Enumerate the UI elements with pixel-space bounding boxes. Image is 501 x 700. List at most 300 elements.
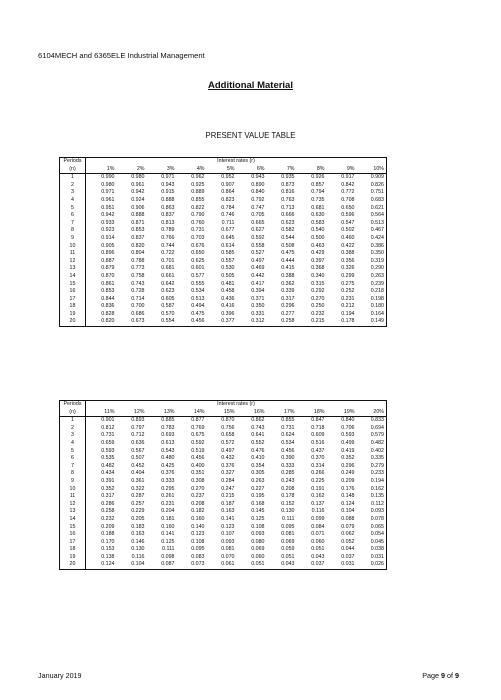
pv-factor-cell: 0.601: [191, 265, 205, 272]
pv-factor-cell: 0.676: [191, 242, 205, 249]
pv-factor-cell: 0.572: [221, 439, 235, 446]
pv-factor-cell: 0.141: [161, 531, 175, 538]
pv-factor-cell: 0.112: [371, 500, 384, 507]
pv-factor-cell: 0.792: [251, 196, 265, 203]
pv-factor-cell: 0.475: [281, 250, 295, 257]
period-cell: 16: [60, 288, 86, 296]
pv-factor-cell: 0.390: [281, 455, 295, 462]
pv-factor-cell: 0.060: [251, 553, 265, 560]
pv-factor-cell: 0.714: [131, 295, 145, 302]
pv-factor-cell: 0.037: [311, 561, 325, 568]
pv-factor-cell: 0.820: [101, 318, 115, 325]
pv-factor-cell: 0.513: [191, 295, 205, 302]
period-cell: 14: [60, 273, 86, 281]
pv-factor-cell: 0.961: [101, 196, 115, 203]
pv-factor-cell: 0.285: [281, 470, 295, 477]
pv-factor-cell: 0.356: [341, 257, 355, 264]
pv-factor-cell: 0.731: [191, 227, 205, 234]
pv-factor-cell: 0.084: [311, 523, 325, 530]
pv-factor-cell: 0.712: [131, 432, 145, 439]
pv-factor-cell: 0.080: [251, 538, 265, 545]
period-cell: 9: [60, 235, 86, 243]
pv-factor-cell: 0.980: [101, 181, 115, 188]
pv-factor-cell: 0.198: [370, 295, 384, 302]
pv-factor-cell: 0.744: [161, 242, 175, 249]
pv-factor-cell: 0.429: [311, 250, 325, 257]
pv-factor-cell: 0.424: [370, 234, 384, 241]
pv-factor-cell: 0.731: [101, 432, 115, 439]
pv-factor-cell: 0.060: [311, 538, 325, 545]
period-cell: 18: [60, 303, 86, 311]
pv-factor-cell: 0.370: [311, 455, 325, 462]
pv-factor-cell: 0.890: [251, 181, 265, 188]
period-cell: 17: [60, 296, 86, 304]
pv-factor-cell: 0.163: [131, 531, 145, 538]
pv-factor-cell: 0.681: [311, 204, 325, 211]
pv-factor-cell: 0.933: [101, 219, 115, 226]
period-cell: 9: [60, 478, 86, 486]
pv-factor-cell: 0.388: [281, 272, 295, 279]
period-cell: 12: [60, 501, 86, 509]
pv-factor-cell: 0.861: [101, 280, 115, 287]
pv-factor-cell: 0.907: [221, 181, 235, 188]
pv-factor-cell: 0.909: [370, 174, 384, 181]
pv-factor-cell: 0.980: [131, 174, 145, 181]
rate-header: 2%: [117, 166, 147, 174]
pv-factor-cell: 0.683: [370, 196, 384, 203]
pv-factor-cell: 0.095: [281, 523, 295, 530]
rate-header: 3%: [147, 166, 177, 174]
pv-factor-cell: 0.315: [311, 280, 325, 287]
pv-factor-cell: 0.613: [161, 439, 175, 446]
pv-factor-cell: 0.205: [131, 515, 145, 522]
pv-factor-cell: 0.098: [161, 553, 175, 560]
pv-factor-cell: 0.062: [341, 531, 355, 538]
pv-factor-cell: 0.317: [281, 295, 295, 302]
pv-factor-cell: 0.051: [281, 553, 295, 560]
interest-rates-header: Interest rates (r): [217, 158, 255, 164]
pv-factor-cell: 0.275: [341, 280, 355, 287]
pv-factor-cell: 0.731: [281, 424, 295, 431]
table-row: [60, 318, 387, 326]
rate-header: 14%: [177, 409, 207, 417]
pv-factor-cell: 0.180: [370, 303, 384, 310]
pv-factor-cell: 0.322: [131, 485, 145, 492]
pv-factor-cell: 0.061: [221, 561, 235, 568]
pv-factor-cell: 0.083: [191, 553, 205, 560]
pv-factor-cell: 0.239: [370, 280, 384, 287]
pv-factor-cell: 0.270: [191, 485, 205, 492]
pv-factor-cell: 0.596: [341, 212, 355, 219]
pv-factor-cell: 0.295: [161, 485, 175, 492]
table-row: [60, 235, 387, 243]
table-row: [60, 440, 387, 448]
pv-factor-cell: 0.728: [131, 288, 145, 295]
pv-factor-cell: 0.419: [341, 447, 355, 454]
pv-factor-cell: 0.081: [221, 546, 235, 553]
pv-factor-cell: 0.432: [221, 455, 235, 462]
pv-factor-cell: 0.362: [281, 280, 295, 287]
pv-factor-cell: 0.746: [221, 212, 235, 219]
pv-factor-cell: 0.168: [251, 500, 265, 507]
pv-factor-cell: 0.952: [221, 174, 235, 181]
pv-factor-cell: 0.258: [281, 318, 295, 325]
pv-factor-cell: 0.043: [311, 553, 325, 560]
pv-factor-cell: 0.804: [131, 250, 145, 257]
pv-factor-cell: 0.232: [101, 515, 115, 522]
table-row: [60, 508, 387, 516]
pv-factor-cell: 0.743: [251, 424, 265, 431]
table-row: [60, 303, 387, 311]
pv-factor-cell: 0.760: [191, 219, 205, 226]
period-cell: 7: [60, 220, 86, 228]
pv-factor-cell: 0.842: [341, 181, 355, 188]
pv-factor-cell: 0.093: [251, 531, 265, 538]
pv-factor-cell: 0.888: [161, 196, 175, 203]
period-cell: 1: [60, 417, 86, 425]
pv-factor-cell: 0.266: [311, 470, 325, 477]
pv-factor-cell: 0.627: [251, 227, 265, 234]
pv-factor-cell: 0.327: [221, 470, 235, 477]
pv-factor-cell: 0.558: [251, 242, 265, 249]
pv-factor-cell: 0.237: [191, 493, 205, 500]
pv-factor-cell: 0.354: [251, 462, 265, 469]
period-cell: 3: [60, 189, 86, 197]
pv-factor-cell: 0.943: [161, 181, 175, 188]
pv-factor-cell: 0.516: [311, 439, 325, 446]
pv-factor-cell: 0.887: [101, 257, 115, 264]
pv-factor-cell: 0.552: [251, 439, 265, 446]
period-cell: 12: [60, 258, 86, 266]
period-cell: 14: [60, 516, 86, 524]
pv-factor-cell: 0.442: [251, 272, 265, 279]
table-row: [60, 182, 387, 190]
period-cell: 2: [60, 182, 86, 190]
pv-factor-cell: 0.187: [221, 500, 235, 507]
pv-factor-cell: 0.794: [311, 189, 325, 196]
rate-header: 5%: [207, 166, 237, 174]
pv-factor-cell: 0.942: [101, 212, 115, 219]
pv-factor-cell: 0.376: [161, 470, 175, 477]
period-cell: 18: [60, 546, 86, 554]
pv-factor-cell: 0.088: [341, 515, 355, 522]
pv-factor-cell: 0.388: [341, 250, 355, 257]
periods-header: Periods: [60, 401, 86, 409]
pv-factor-cell: 0.340: [311, 272, 325, 279]
pv-factor-cell: 0.208: [191, 500, 205, 507]
table-row: [60, 425, 387, 433]
pv-factor-cell: 0.564: [370, 212, 384, 219]
pv-factor-cell: 0.463: [311, 242, 325, 249]
pv-factor-cell: 0.873: [281, 181, 295, 188]
pv-factor-cell: 0.582: [281, 227, 295, 234]
pv-factor-cell: 0.971: [101, 189, 115, 196]
pv-factor-cell: 0.961: [131, 181, 145, 188]
pv-factor-cell: 0.592: [191, 439, 205, 446]
rate-header-row: [60, 409, 387, 417]
pv-factor-cell: 0.905: [101, 242, 115, 249]
period-cell: 6: [60, 212, 86, 220]
pv-factor-cell: 0.093: [370, 508, 384, 515]
pv-factor-cell: 0.543: [161, 447, 175, 454]
period-cell: 7: [60, 463, 86, 471]
pv-factor-cell: 0.681: [161, 265, 175, 272]
pv-factor-cell: 0.813: [161, 219, 175, 226]
pv-factor-cell: 0.204: [161, 508, 175, 515]
table-row: [60, 478, 387, 486]
table-row: [60, 243, 387, 251]
pv-factor-cell: 0.555: [191, 280, 205, 287]
pv-factor-cell: 0.885: [161, 417, 175, 424]
pv-factor-cell: 0.497: [251, 257, 265, 264]
pv-factor-cell: 0.225: [311, 477, 325, 484]
pv-factor-cell: 0.415: [281, 265, 295, 272]
pv-factor-cell: 0.339: [281, 288, 295, 295]
table-row: [60, 250, 387, 258]
page-number: 9: [441, 671, 445, 680]
pv-factor-cell: 0.232: [311, 310, 325, 317]
pv-factor-cell: 0.593: [341, 432, 355, 439]
pv-factor-cell: 0.045: [370, 538, 384, 545]
pv-factor-cell: 0.319: [370, 257, 384, 264]
document-header: 6104MECH and 6365ELE Industrial Management: [38, 51, 205, 60]
pv-factor-cell: 0.233: [370, 470, 384, 477]
pv-factor-cell: 0.162: [311, 493, 325, 500]
pv-factor-cell: 0.828: [101, 310, 115, 317]
pv-factor-cell: 0.502: [341, 227, 355, 234]
table-row: [60, 174, 387, 182]
pv-factor-cell: 0.107: [221, 531, 235, 538]
pv-factor-cell: 0.641: [251, 432, 265, 439]
pv-factor-cell: 0.296: [281, 303, 295, 310]
pv-factor-cell: 0.104: [341, 508, 355, 515]
pv-factor-cell: 0.181: [161, 515, 175, 522]
pv-factor-cell: 0.623: [161, 288, 175, 295]
period-cell: 4: [60, 197, 86, 205]
pv-factor-cell: 0.069: [251, 546, 265, 553]
pv-factor-cell: 0.208: [281, 485, 295, 492]
pv-factor-cell: 0.286: [101, 500, 115, 507]
pv-factor-cell: 0.614: [221, 242, 235, 249]
pv-factor-cell: 0.505: [221, 272, 235, 279]
pv-factor-cell: 0.130: [281, 508, 295, 515]
pv-factor-cell: 0.853: [131, 227, 145, 234]
pv-factor-cell: 0.863: [161, 204, 175, 211]
rate-header: 7%: [267, 166, 297, 174]
pv-factor-cell: 0.352: [101, 485, 115, 492]
pv-factor-cell: 0.823: [221, 196, 235, 203]
pv-factor-cell: 0.044: [341, 546, 355, 553]
table-row: [60, 561, 387, 569]
pv-factor-cell: 0.054: [370, 531, 384, 538]
rate-header: 15%: [207, 409, 237, 417]
pv-factor-cell: 0.038: [370, 546, 384, 553]
present-value-table-1: [59, 157, 387, 327]
pv-factor-cell: 0.833: [370, 417, 384, 424]
table-row: [60, 288, 387, 296]
pv-factor-cell: 0.693: [161, 432, 175, 439]
pv-factor-cell: 0.416: [221, 303, 235, 310]
pv-factor-cell: 0.209: [341, 477, 355, 484]
pv-factor-cell: 0.650: [341, 204, 355, 211]
rate-header: 13%: [147, 409, 177, 417]
n-header: (n): [60, 166, 86, 174]
periods-header: Periods: [60, 158, 86, 166]
pv-factor-cell: 0.665: [251, 219, 265, 226]
pv-factor-cell: 0.701: [161, 257, 175, 264]
pv-factor-cell: 0.623: [281, 219, 295, 226]
pv-factor-cell: 0.227: [251, 485, 265, 492]
pv-factor-cell: 0.480: [161, 455, 175, 462]
pv-factor-cell: 0.070: [221, 553, 235, 560]
pv-factor-cell: 0.847: [311, 417, 325, 424]
pv-factor-cell: 0.862: [251, 417, 265, 424]
pv-factor-cell: 0.391: [101, 477, 115, 484]
pv-factor-cell: 0.073: [191, 561, 205, 568]
table-row: [60, 212, 387, 220]
pv-factor-cell: 0.527: [251, 250, 265, 257]
pv-factor-cell: 0.467: [370, 227, 384, 234]
pv-factor-cell: 0.901: [101, 417, 115, 424]
table-row: [60, 546, 387, 554]
pv-factor-cell: 0.763: [281, 196, 295, 203]
period-cell: 5: [60, 205, 86, 213]
pv-factor-cell: 0.252: [341, 288, 355, 295]
pv-factor-cell: 0.308: [191, 477, 205, 484]
pv-factor-cell: 0.579: [370, 432, 384, 439]
pv-factor-cell: 0.031: [370, 553, 384, 560]
pv-factor-cell: 0.148: [341, 493, 355, 500]
pv-factor-cell: 0.434: [101, 470, 115, 477]
pv-factor-cell: 0.630: [311, 212, 325, 219]
section-title: Additional Material: [208, 80, 293, 91]
table-row: [60, 227, 387, 235]
pv-factor-cell: 0.093: [221, 538, 235, 545]
pv-factor-cell: 0.650: [191, 250, 205, 257]
table-row: [60, 432, 387, 440]
pv-factor-cell: 0.686: [131, 310, 145, 317]
period-cell: 20: [60, 318, 86, 326]
pv-factor-cell: 0.837: [161, 212, 175, 219]
table-row: [60, 417, 387, 425]
pv-factor-cell: 0.099: [311, 515, 325, 522]
pv-factor-cell: 0.544: [281, 234, 295, 241]
pv-factor-cell: 0.250: [311, 303, 325, 310]
pv-factor-cell: 0.906: [131, 204, 145, 211]
pv-factor-cell: 0.797: [131, 424, 145, 431]
pv-factor-cell: 0.078: [370, 515, 384, 522]
rate-header: 9%: [327, 166, 357, 174]
pv-factor-cell: 0.452: [131, 462, 145, 469]
pv-factor-cell: 0.935: [281, 174, 295, 181]
pv-factor-cell: 0.577: [191, 272, 205, 279]
pv-factor-cell: 0.195: [251, 493, 265, 500]
pv-factor-cell: 0.476: [251, 447, 265, 454]
pv-factor-cell: 0.475: [191, 310, 205, 317]
rate-header: 19%: [327, 409, 357, 417]
pv-factor-cell: 0.079: [341, 523, 355, 530]
pv-factor-cell: 0.893: [131, 417, 145, 424]
pv-factor-cell: 0.335: [370, 455, 384, 462]
table-row: [60, 296, 387, 304]
pv-factor-cell: 0.051: [311, 546, 325, 553]
table-row: [60, 493, 387, 501]
pv-factor-cell: 0.870: [101, 272, 115, 279]
pv-factor-cell: 0.700: [131, 303, 145, 310]
pv-factor-cell: 0.879: [101, 265, 115, 272]
present-value-table-2: [59, 400, 387, 570]
pv-factor-cell: 0.104: [131, 561, 145, 568]
pv-factor-cell: 0.593: [101, 447, 115, 454]
pv-factor-cell: 0.557: [221, 257, 235, 264]
pv-factor-cell: 0.535: [101, 455, 115, 462]
pv-factor-cell: 0.249: [341, 470, 355, 477]
table-row: [60, 539, 387, 547]
page-total: 9: [455, 671, 459, 680]
period-cell: 19: [60, 311, 86, 319]
pv-factor-cell: 0.292: [311, 288, 325, 295]
pv-factor-cell: 0.368: [311, 265, 325, 272]
table-row: [60, 463, 387, 471]
pv-factor-cell: 0.052: [341, 538, 355, 545]
pv-factor-cell: 0.124: [341, 500, 355, 507]
table-row: [60, 197, 387, 205]
pv-factor-cell: 0.270: [311, 295, 325, 302]
pv-factor-cell: 0.178: [341, 318, 355, 325]
pv-factor-cell: 0.037: [341, 553, 355, 560]
pv-factor-cell: 0.243: [281, 477, 295, 484]
pv-factor-cell: 0.766: [161, 234, 175, 241]
pv-factor-cell: 0.261: [161, 493, 175, 500]
pv-factor-cell: 0.816: [281, 189, 295, 196]
pv-factor-cell: 0.547: [341, 219, 355, 226]
pv-factor-cell: 0.162: [370, 485, 384, 492]
pv-factor-cell: 0.530: [221, 265, 235, 272]
pv-factor-cell: 0.436: [221, 295, 235, 302]
rate-header: 16%: [237, 409, 267, 417]
period-cell: 13: [60, 508, 86, 516]
pv-factor-cell: 0.425: [161, 462, 175, 469]
pv-factor-cell: 0.394: [251, 288, 265, 295]
pv-factor-cell: 0.951: [101, 204, 115, 211]
pv-factor-cell: 0.871: [131, 219, 145, 226]
pv-factor-cell: 0.331: [251, 310, 265, 317]
period-cell: 11: [60, 493, 86, 501]
n-header: (n): [60, 409, 86, 417]
pv-factor-cell: 0.624: [281, 432, 295, 439]
pv-factor-cell: 0.708: [341, 196, 355, 203]
pv-factor-cell: 0.645: [221, 234, 235, 241]
pv-factor-cell: 0.209: [101, 523, 115, 530]
table-row: [60, 189, 387, 197]
pv-factor-cell: 0.747: [251, 204, 265, 211]
pv-factor-cell: 0.790: [191, 212, 205, 219]
pv-factor-cell: 0.592: [251, 234, 265, 241]
pv-factor-cell: 0.299: [341, 272, 355, 279]
pv-factor-cell: 0.888: [131, 212, 145, 219]
pv-factor-cell: 0.481: [221, 280, 235, 287]
pv-factor-cell: 0.284: [221, 477, 235, 484]
rate-header: 11%: [86, 409, 117, 417]
pv-factor-cell: 0.183: [131, 523, 145, 530]
rate-header: 17%: [267, 409, 297, 417]
pv-factor-cell: 0.361: [131, 477, 145, 484]
pv-factor-cell: 0.853: [101, 288, 115, 295]
pv-factor-cell: 0.350: [370, 250, 384, 257]
period-cell: 19: [60, 554, 86, 562]
page-indicator: [422, 671, 459, 680]
pv-factor-cell: 0.609: [311, 432, 325, 439]
